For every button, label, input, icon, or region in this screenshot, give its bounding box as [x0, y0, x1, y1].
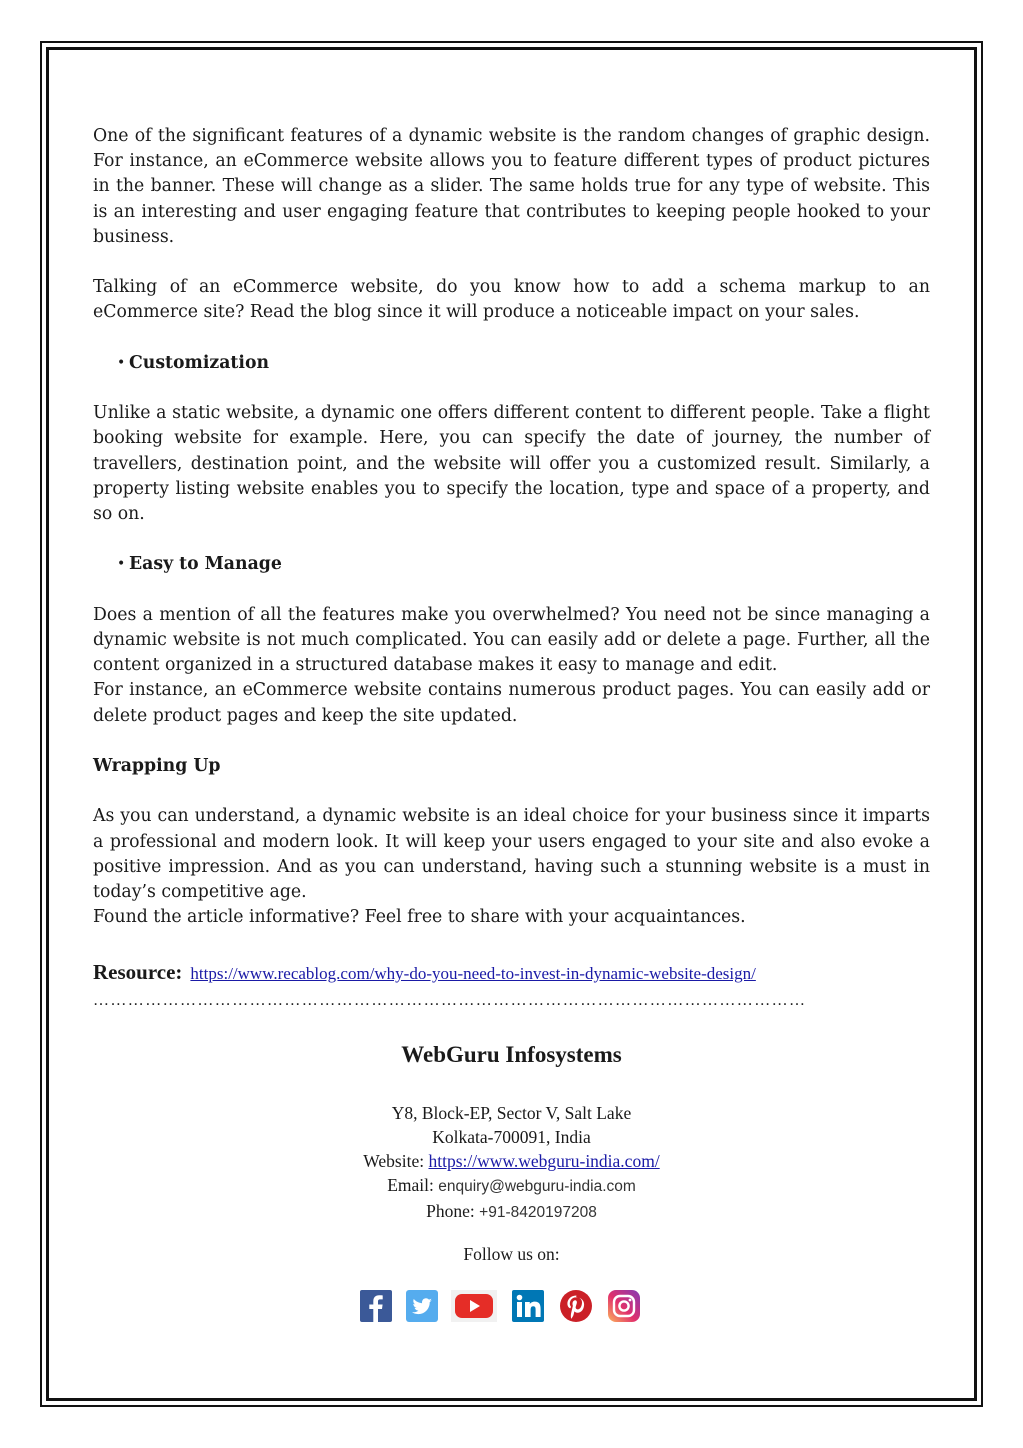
facebook-icon[interactable] [359, 1289, 393, 1327]
company-contact [0, 1101, 1023, 1225]
resource-line [93, 960, 933, 985]
address-line: Kolkata-700091, India [432, 1127, 591, 1147]
paragraph: Found the article informative? Feel free to share with your acquaintances. [93, 907, 746, 928]
website-label: Website: [363, 1151, 425, 1171]
dotted-separator: …………………………………………………………………………………………………………… [93, 992, 807, 1009]
company-name: WebGuru Infosystems [401, 1042, 622, 1067]
youtube-icon[interactable] [451, 1289, 497, 1327]
paragraph: Unlike a static website, a dynamic one offers different content to different people. Take a flight booking website for example. Here, you can specify the date of journey, the number of travellers, destination point, and the website will offer you a customized result. Similarly, a property listing website enables you to specify the location, type and space of a property, and so on. [93, 403, 930, 524]
twitter-icon[interactable] [405, 1289, 439, 1327]
phone-line [0, 1199, 1023, 1225]
social-icons [359, 1289, 641, 1327]
instagram-icon[interactable] [607, 1289, 641, 1327]
email-label: Email: [387, 1175, 434, 1195]
section-heading: Wrapping Up [93, 755, 221, 776]
website-link[interactable]: https://www.webguru-india.com/ [428, 1151, 660, 1171]
phone-label: Phone: [426, 1201, 475, 1221]
address-line: Y8, Block-EP, Sector V, Salt Lake [391, 1103, 632, 1123]
pinterest-icon[interactable] [559, 1289, 593, 1327]
bullet-item [93, 351, 930, 376]
paragraph: One of the significant features of a dynamic website is the random changes of graphic design. For instance, an eCommerce website allows you to feature different types of product pictures in the banner. These will change as a slider. The same holds true for any type of website. This is an interesting and user engaging feature that contributes to keeping people hooked to your business. [93, 126, 930, 247]
email-line [0, 1173, 1023, 1199]
article-body [93, 124, 930, 930]
paragraph: As you can understand, a dynamic website is an ideal choice for your business since it imparts a professional and modern look. It will keep your users engaged to your site and also evoke a positive impression. And as you can understand, having such a stunning website is a must in today’s competitive age. [93, 806, 930, 902]
website-line [0, 1149, 1023, 1173]
bullet-icon [93, 552, 129, 577]
phone-value: +91-8420197208 [479, 1204, 597, 1221]
follow-us-label: Follow us on: [463, 1244, 560, 1264]
bullet-label: Easy to Manage [129, 554, 282, 575]
bullet-label: Customization [129, 352, 270, 373]
email-value[interactable]: enquiry@webguru-india.com [438, 1178, 636, 1195]
bullet-icon [93, 351, 129, 376]
paragraph: For instance, an eCommerce website contains numerous product pages. You can easily add or delete product pages and keep the site updated. [93, 680, 930, 726]
paragraph: Talking of an eCommerce website, do you know how to add a schema markup to an eCommerce site? Read the blog since it will produce a noticeable impact on your sales. [93, 277, 930, 323]
bullet-item [93, 552, 930, 577]
resource-link[interactable]: https://www.recablog.com/why-do-you-need-to-invest-in-dynamic-website-design/ [190, 964, 756, 983]
resource-label: Resource: [93, 960, 183, 984]
paragraph: Does a mention of all the features make you overwhelmed? You need not be since managing a dynamic website is not much complicated. You can easily add or delete a page. Further, all the content organized in a structured database makes it easy to manage and edit. [93, 604, 930, 676]
linkedin-icon[interactable] [511, 1289, 545, 1327]
